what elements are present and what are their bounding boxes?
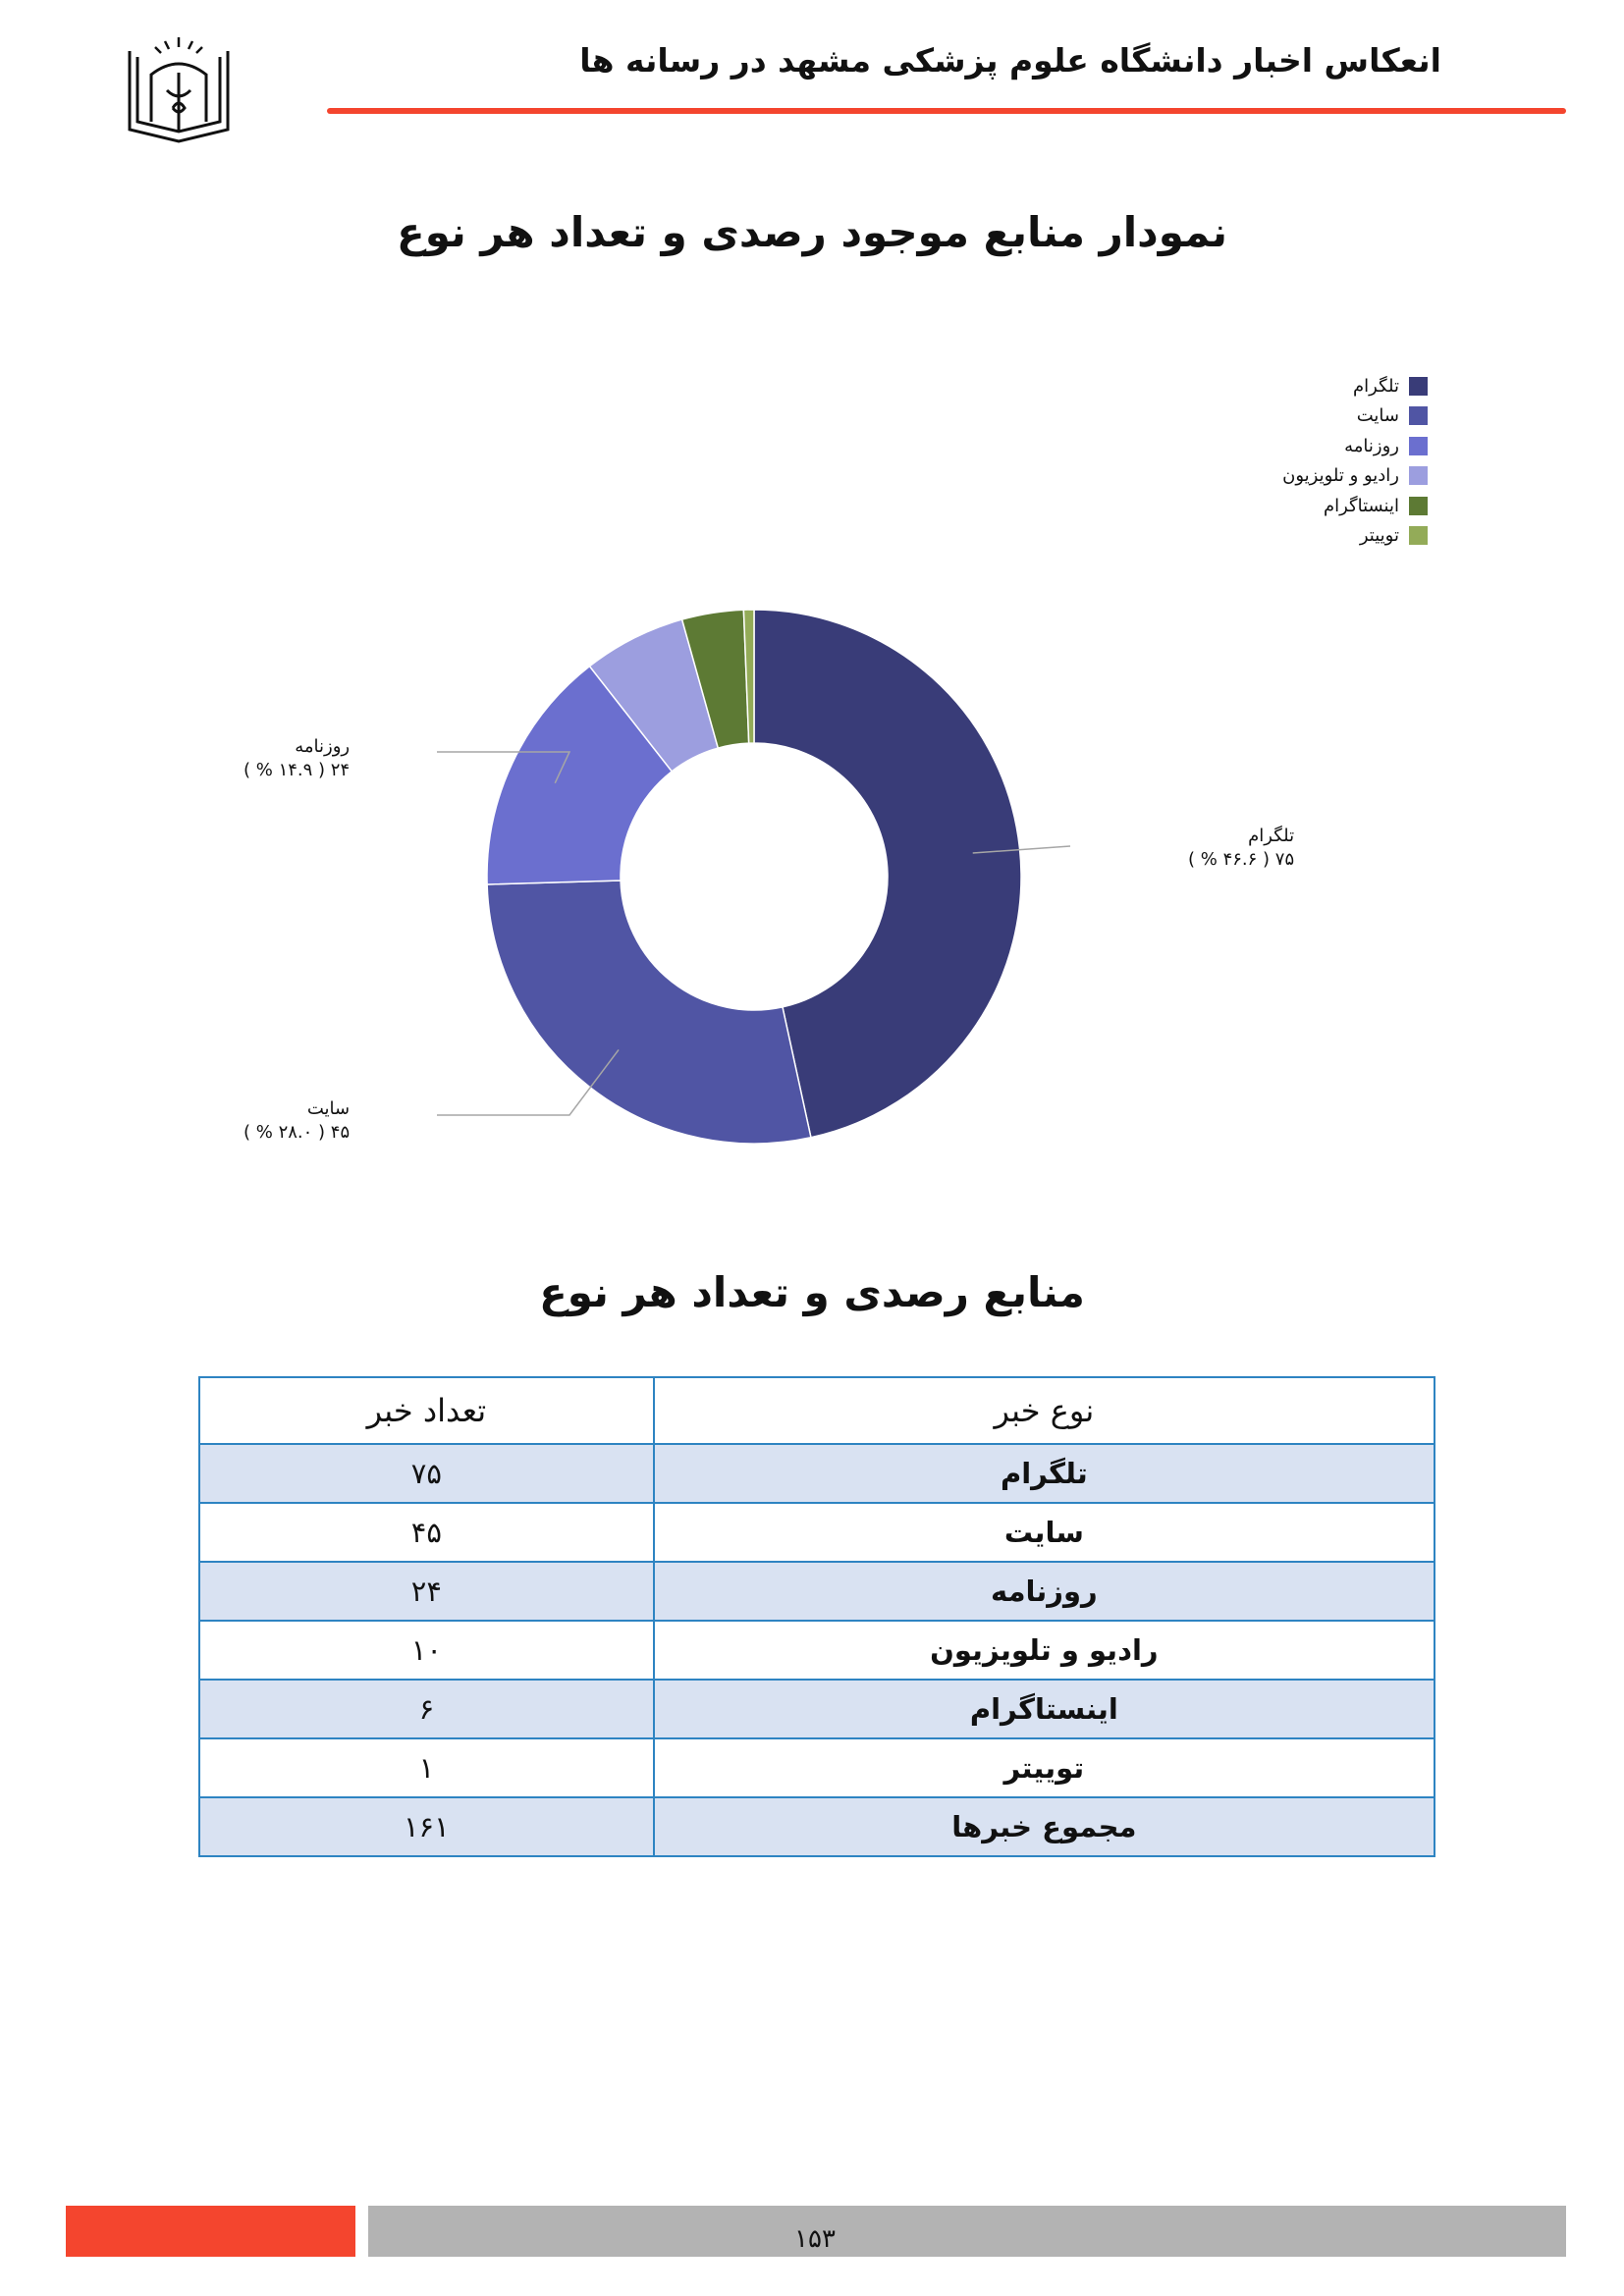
sources-table [198,1376,1435,1857]
table-header-row [199,1377,1435,1444]
university-logo [118,33,240,167]
document-title: انعکاس اخبار دانشگاه علوم پزشکی مشهد در رسانه ها [579,41,1441,80]
data-label-name: تلگرام [1248,826,1295,846]
cell-type: سایت [654,1503,1435,1562]
cell-count: ۴۵ [199,1503,654,1562]
chart-legend [1282,371,1428,551]
legend-item [1282,371,1428,401]
legend-label: اینستاگرام [1323,495,1399,516]
footer-bar [368,2206,1566,2257]
footer-accent-bar [66,2206,355,2257]
table-row [199,1503,1435,1562]
legend-swatch [1409,406,1428,425]
data-label-telegram [1188,825,1294,872]
data-label-name: روزنامه [295,736,351,757]
cell-count: ۱ [199,1738,654,1797]
legend-item [1282,431,1428,461]
header-divider [327,108,1566,114]
cell-count: ۱۶۱ [199,1797,654,1856]
table-row [199,1444,1435,1503]
legend-label: روزنامه [1344,435,1399,456]
legend-label: سایت [1356,405,1399,427]
cell-count: ۷۵ [199,1444,654,1503]
table-total-row [199,1797,1435,1856]
data-label-value: ۷۵ ( ۴۶.۶ % ) [1188,849,1295,870]
data-label-value: ۲۴ ( ۱۴.۹ % ) [244,760,351,780]
legend-item [1282,491,1428,521]
table-row [199,1562,1435,1621]
legend-item [1282,461,1428,492]
cell-count: ۲۴ [199,1562,654,1621]
cell-type: تلگرام [654,1444,1435,1503]
cell-count: ۱۰ [199,1621,654,1680]
cell-type: روزنامه [654,1562,1435,1621]
legend-item [1282,521,1428,552]
column-header-type: نوع خبر [654,1377,1435,1444]
legend-swatch [1409,377,1428,396]
data-label-website [244,1097,350,1145]
donut-slice [487,881,811,1144]
university-emblem-icon [118,33,240,167]
legend-swatch [1409,526,1428,545]
page-number: ۱۵۳ [794,2224,836,2254]
data-label-value: ۴۵ ( ۲۸.۰ % ) [244,1122,351,1143]
legend-label: رادیو و تلویزیون [1282,465,1399,487]
chart-title: نمودار منابع موجود رصدی و تعداد هر نوع [397,208,1227,256]
data-label-name: سایت [306,1098,351,1119]
legend-swatch [1409,497,1428,515]
cell-type: مجموع خبرها [654,1797,1435,1856]
table-title: منابع رصدی و تعداد هر نوع [539,1268,1085,1316]
table-row [199,1621,1435,1680]
legend-label: تلگرام [1353,375,1399,397]
table-row [199,1738,1435,1797]
cell-type: توییتر [654,1738,1435,1797]
legend-swatch [1409,437,1428,455]
legend-item [1282,401,1428,432]
cell-type: اینستاگرام [654,1680,1435,1738]
table-row [199,1680,1435,1738]
column-header-count: تعداد خبر [199,1377,654,1444]
cell-type: رادیو و تلویزیون [654,1621,1435,1680]
legend-label: توییتر [1359,525,1399,547]
data-label-newspaper [244,735,350,782]
cell-count: ۶ [199,1680,654,1738]
legend-swatch [1409,466,1428,485]
